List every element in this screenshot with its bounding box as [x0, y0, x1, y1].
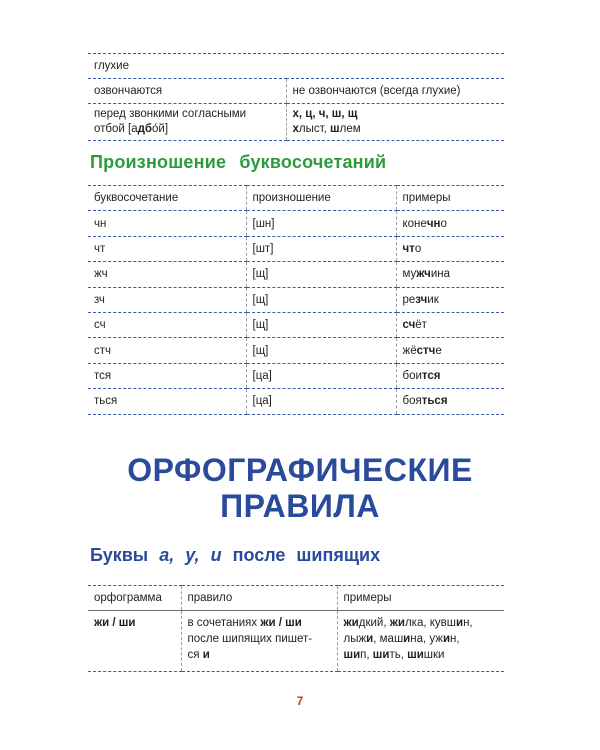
- combination-header: буквосочетание: [88, 186, 246, 211]
- pronunciation-cell: [щ]: [246, 287, 396, 312]
- never-voiced-cell: х, ц, ч, ш, щ хлыст, шлем: [286, 104, 504, 141]
- rule-cell: в сочетаниях жи / ши после шипящих пишет- ся и: [181, 611, 337, 672]
- example-cell: что: [396, 236, 504, 261]
- spelling-rules-table: [88, 585, 504, 672]
- never-voiced-column-header: не озвончаются (всегда глухие): [286, 79, 504, 104]
- orthogram-header: орфограмма: [88, 586, 181, 611]
- pronunciation-cell: [щ]: [246, 312, 396, 337]
- example-cell: бояться: [396, 389, 504, 414]
- example-cell: жёстче: [396, 338, 504, 363]
- page-number: 7: [296, 694, 304, 708]
- pronunciation-cell: [шн]: [246, 211, 396, 236]
- example-cell: мужчина: [396, 262, 504, 287]
- table-row: [88, 211, 504, 236]
- table-row: [88, 262, 504, 287]
- letters-section-heading: Буквы а, у, и после шипящих: [90, 545, 381, 565]
- table-row: [88, 338, 504, 363]
- combination-cell: ться: [88, 389, 246, 414]
- example-cell: резчик: [396, 287, 504, 312]
- pronunciation-section-heading: Произношение буквосочетаний: [90, 152, 387, 172]
- combination-cell: тся: [88, 363, 246, 388]
- rule-header: правило: [181, 586, 337, 611]
- orthogram-cell: жи / ши: [88, 611, 181, 672]
- pronunciation-cell: [ца]: [246, 363, 396, 388]
- example-line: лыжи, машина, ужин,: [343, 633, 460, 645]
- pronunciation-cell: [шт]: [246, 236, 396, 261]
- page-title: ОРФОГРАФИЧЕСКИЕ ПРАВИЛА: [127, 452, 473, 524]
- combination-cell: чт: [88, 236, 246, 261]
- pronunciation-cell: [щ]: [246, 338, 396, 363]
- pronunciation-table: [88, 185, 504, 415]
- examples-cell: [337, 611, 504, 672]
- pronunciation-cell: [ца]: [246, 389, 396, 414]
- combination-cell: жч: [88, 262, 246, 287]
- table-row: [88, 287, 504, 312]
- combination-cell: стч: [88, 338, 246, 363]
- table-row: [88, 363, 504, 388]
- example-line: жидкий, жилка, кувшин,: [343, 617, 473, 629]
- voiced-column-header: озвончаются: [88, 79, 286, 104]
- voiceless-consonants-table: [88, 53, 504, 141]
- voiced-rule-cell: перед звонкими согласными отбой [адбо́й]: [88, 104, 286, 141]
- pronunciation-header: произношение: [246, 186, 396, 211]
- example-cell: счёт: [396, 312, 504, 337]
- table-row: [88, 312, 504, 337]
- examples-header: примеры: [337, 586, 504, 611]
- combination-cell: зч: [88, 287, 246, 312]
- pronunciation-cell: [щ]: [246, 262, 396, 287]
- combination-cell: чн: [88, 211, 246, 236]
- example-line: шип, шить, шишки: [343, 649, 445, 661]
- examples-header: примеры: [396, 186, 504, 211]
- table-row: [88, 236, 504, 261]
- example-cell: боится: [396, 363, 504, 388]
- combination-cell: сч: [88, 312, 246, 337]
- example-cell: конечно: [396, 211, 504, 236]
- table-row: [88, 389, 504, 414]
- voiceless-header: глухие: [88, 54, 504, 79]
